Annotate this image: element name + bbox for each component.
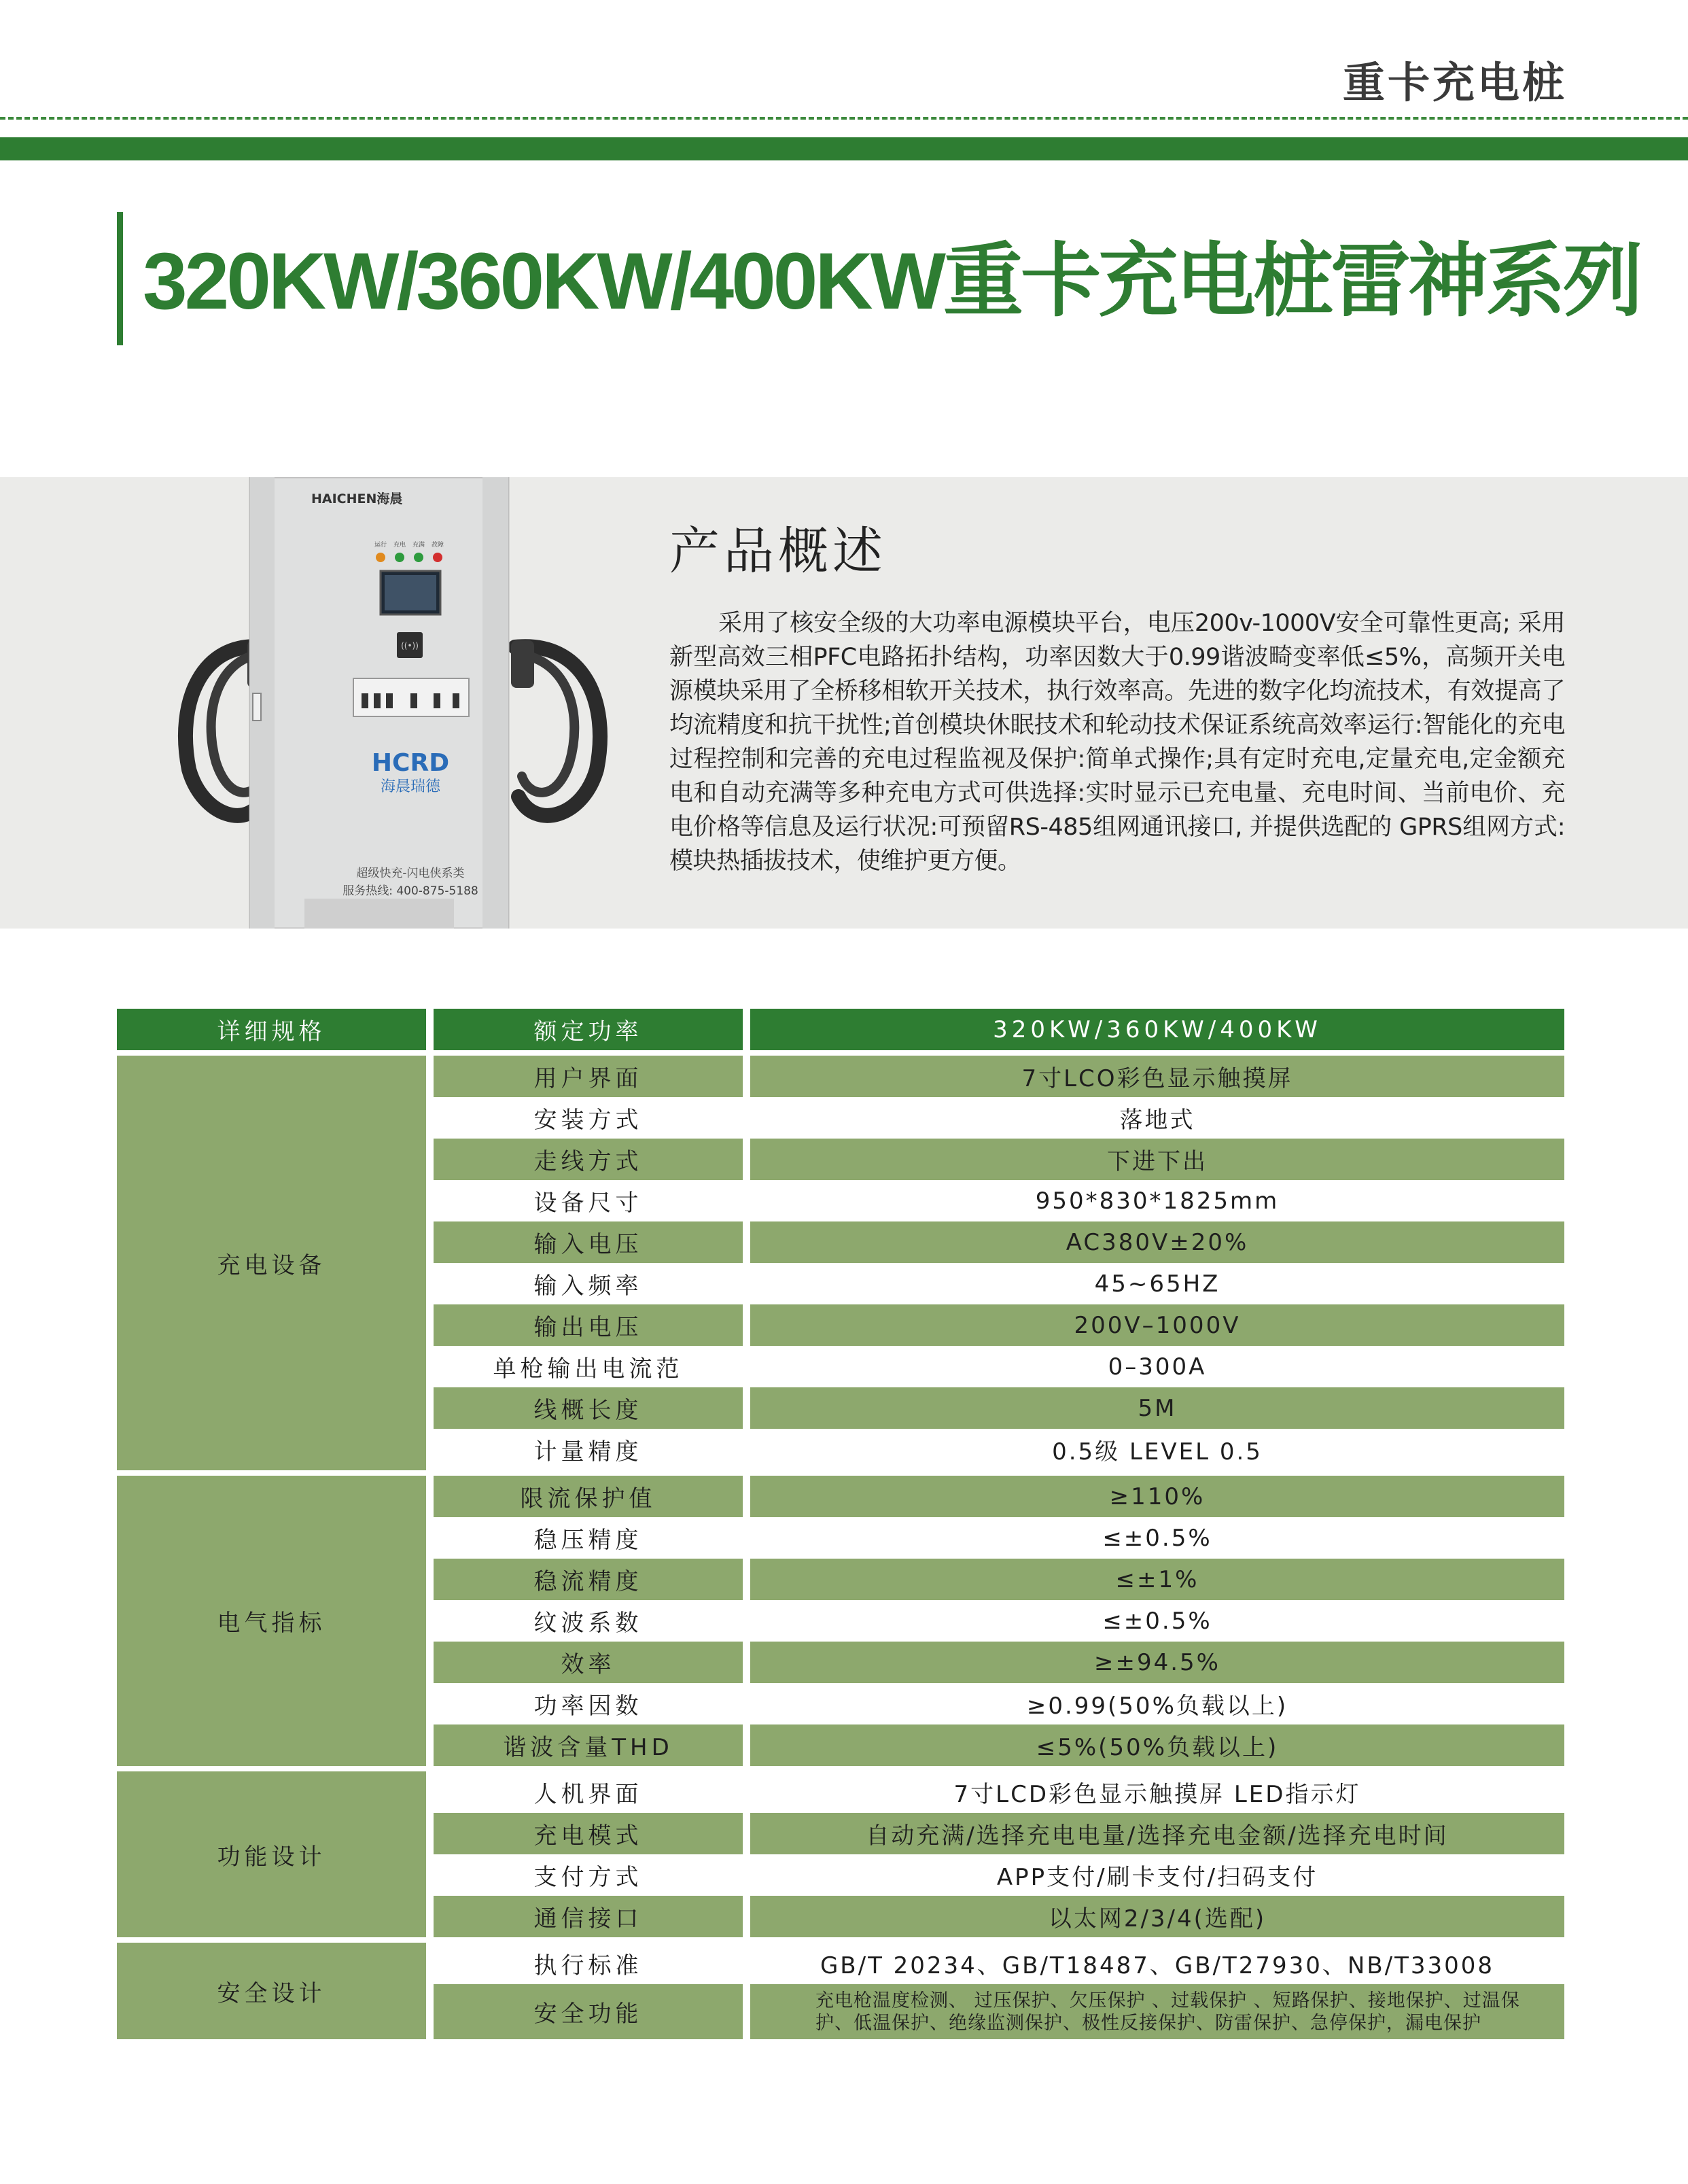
table-row-value: 7寸LCO彩色显示触摸屏 (750, 1056, 1564, 1097)
table-row-label: 单枪输出电流范 (434, 1346, 743, 1387)
table-row-value: AC380V±20% (750, 1221, 1564, 1263)
hcrd-logo: HCRD (371, 749, 450, 777)
table-row-value: 0–300A (750, 1346, 1564, 1387)
table-group-label: 功能设计 (117, 1771, 426, 1937)
table-row-value: 以太网2/3/4(选配) (750, 1896, 1564, 1937)
table-row-label: 充电模式 (434, 1813, 743, 1854)
table-row-label: 纹波系数 (434, 1600, 743, 1642)
table-header-cell: 详细规格 (117, 1009, 426, 1050)
table-row-label: 通信接口 (434, 1896, 743, 1937)
overview-heading: 产品概述 (669, 522, 887, 580)
table-row-value: ≥0.99(50%负载以上) (750, 1683, 1564, 1724)
table-row-value: ≤±1% (750, 1559, 1564, 1600)
table-row-value: ≤±0.5% (750, 1517, 1564, 1559)
table-row-value: 7寸LCD彩色显示触摸屏 LED指示灯 (750, 1771, 1564, 1813)
spec-table (117, 1009, 1564, 2034)
table-group-label: 安全设计 (117, 1943, 426, 2039)
table-row-label: 设备尺寸 (434, 1180, 743, 1221)
svg-text:充电: 充电 (393, 542, 406, 549)
svg-text:运行: 运行 (374, 542, 387, 549)
section-category: 重卡充电桩 (1342, 58, 1567, 107)
table-group-label: 电气指标 (117, 1476, 426, 1766)
table-row-value: 0.5级 LEVEL 0.5 (750, 1429, 1564, 1470)
table-header-cell: 额定功率 (434, 1009, 743, 1050)
table-row-label: 谐波含量THD (434, 1724, 743, 1766)
table-row-value: 200V–1000V (750, 1304, 1564, 1346)
svg-text:((•)): ((•)) (401, 641, 419, 651)
slogan: 超级快充-闪电侠系类 (356, 867, 465, 880)
charger-product-image (175, 477, 651, 929)
table-group-label: 充电设备 (117, 1056, 426, 1470)
table-row-label: 稳压精度 (434, 1517, 743, 1559)
header-green-bar (0, 137, 1688, 160)
svg-text:故障: 故障 (431, 542, 444, 549)
right-charging-cable (511, 640, 600, 816)
svg-text:海晨瑞德: 海晨瑞德 (380, 778, 441, 795)
table-header-cell: 320KW/360KW/400KW (750, 1009, 1564, 1050)
table-row-label: 支付方式 (434, 1854, 743, 1896)
table-row-label: 安装方式 (434, 1097, 743, 1139)
cabinet-handle (253, 693, 261, 721)
table-row-label: 人机界面 (434, 1771, 743, 1813)
table-row-value: ≥±94.5% (750, 1642, 1564, 1683)
brand-label: HAICHEN海晨 (311, 491, 403, 506)
table-row-value: GB/T 20234、GB/T18487、GB/T27930、NB/T33008 (750, 1943, 1564, 1984)
table-row-label: 计量精度 (434, 1429, 743, 1470)
table-row-value: ≤±0.5% (750, 1600, 1564, 1642)
table-row-value: ≥110% (750, 1476, 1564, 1517)
hotline: 服务热线: 400-875-5188 (342, 884, 478, 898)
title-accent-bar (117, 212, 123, 345)
table-row-label: 走线方式 (434, 1139, 743, 1180)
table-row-label: 稳流精度 (434, 1559, 743, 1600)
table-row-value: 落地式 (750, 1097, 1564, 1139)
table-row-label: 输出电压 (434, 1304, 743, 1346)
table-row-label: 输入电压 (434, 1221, 743, 1263)
page-title: 320KW/360KW/400KW重卡充电桩雷神系列 (143, 237, 1640, 326)
overview-paragraph: 采用了核安全级的大功率电源模块平台，电压200v-1000V安全可靠性更高; 采用新型高效三相PFC电路拓扑结构，功率因数大于0.99谐波畸变率低≤5%，高频开关电源模块采用了全桥移相软开关技术，执行效率高。先进的数字化均流技术，有效提高了均流精度和抗干扰性;首创模块休眠技术和轮动技术保证系统高效率运行:智能化的充电过程控制和完善的充电过程监视及保护:简单式操作;具有定时充电,定量充电,定金额充电和自动充满等多种充电方式可供选择:实时显示已充电量、充电时间、当前电价、充电价格等信息及运行状况:可预留RS-485组网通讯接口, 并提供选配的 GPRS组网方式:模块热插拔技术，使维护更方便。 (669, 610, 1565, 875)
table-row-label: 执行标准 (434, 1943, 743, 1984)
table-row-value: 950*830*1825mm (750, 1180, 1564, 1221)
table-row-label: 安全功能 (434, 1984, 743, 2039)
table-row-label: 功率因数 (434, 1683, 743, 1724)
table-row-label: 效率 (434, 1642, 743, 1683)
table-row-label: 输入频率 (434, 1263, 743, 1304)
table-row-value: 充电枪温度检测、 过压保护、欠压保护 、过载保护 、短路保护、接地保护、过温保护、低温保护、绝缘监测保护、极性反接保护、防雷保护、急停保护，漏电保护 (750, 1984, 1564, 2039)
table-row-value: 下进下出 (750, 1139, 1564, 1180)
table-row-value: 45~65HZ (750, 1263, 1564, 1304)
dashed-divider (0, 117, 1688, 120)
table-row-label: 用户界面 (434, 1056, 743, 1097)
table-row-label: 线概长度 (434, 1387, 743, 1429)
svg-text:充满: 充满 (412, 542, 425, 549)
table-row-value: APP支付/刷卡支付/扫码支付 (750, 1854, 1564, 1896)
table-row-label: 限流保护值 (434, 1476, 743, 1517)
table-row-value: 5M (750, 1387, 1564, 1429)
table-row-value: ≤5%(50%负载以上) (750, 1724, 1564, 1766)
table-row-value: 自动充满/选择充电电量/选择充电金额/选择充电时间 (750, 1813, 1564, 1854)
